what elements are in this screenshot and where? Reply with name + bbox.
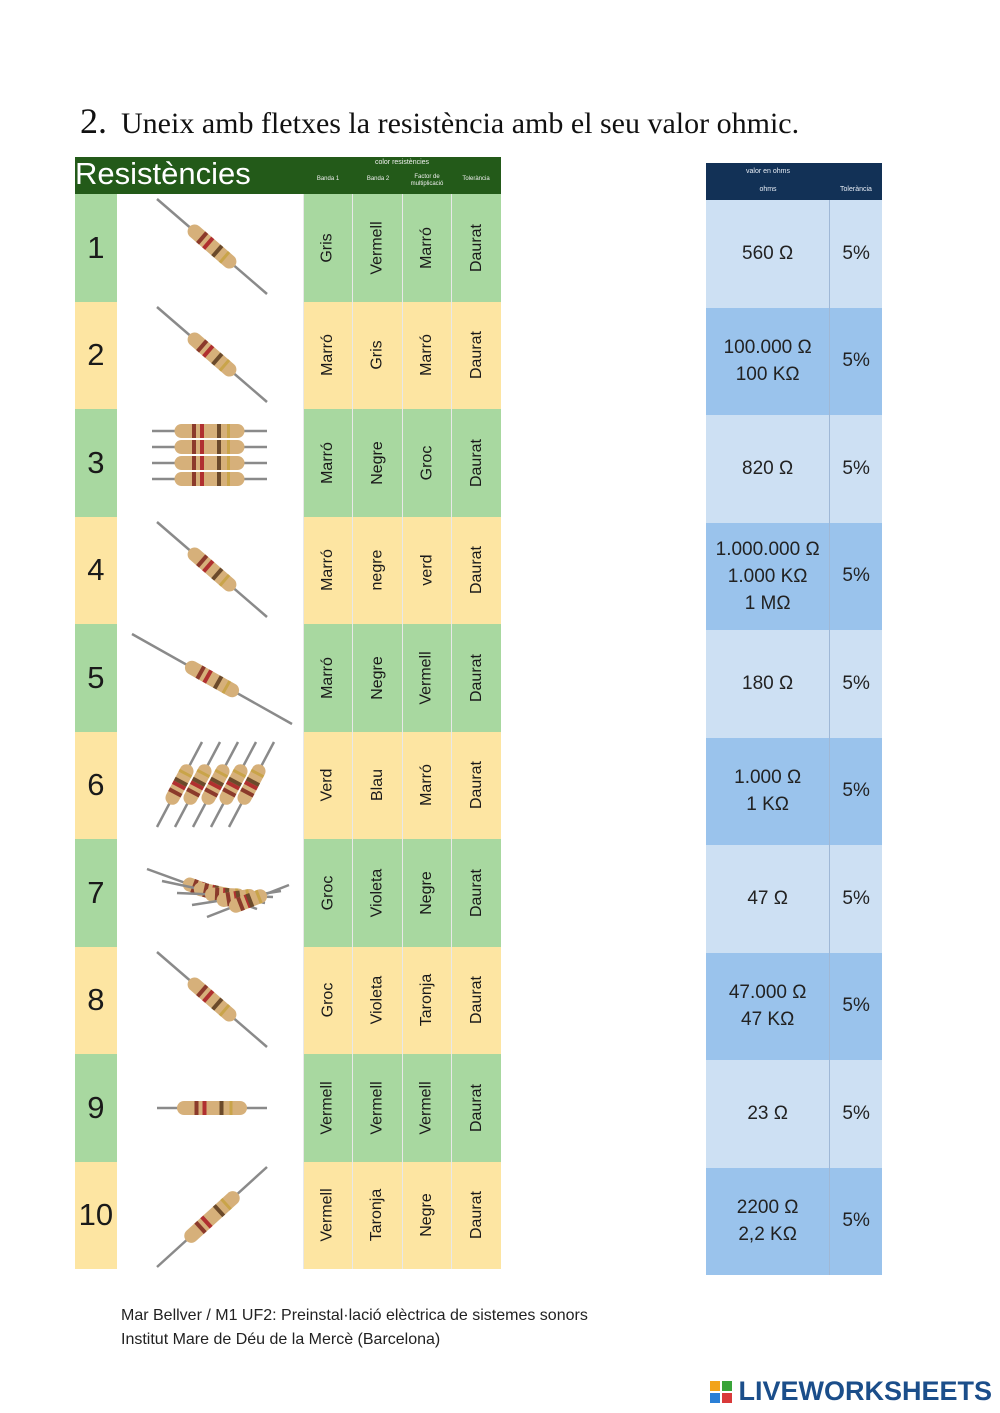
band-cell (451, 1162, 501, 1270)
ohm-value (706, 415, 830, 523)
resistor-image (117, 302, 303, 410)
band-color-label: Daurat (467, 438, 485, 487)
resistor-image (117, 409, 303, 517)
resistor-row (75, 194, 501, 302)
band-cell (303, 839, 353, 947)
band-cell (451, 732, 501, 840)
resistor-row (75, 1054, 501, 1162)
ohm-value-line: 100 KΩ (735, 364, 800, 386)
band-color-label: Groc (418, 445, 436, 481)
band-cell (303, 409, 353, 517)
resistor-table (75, 157, 501, 1269)
ohm-value-line: 47 Ω (747, 888, 788, 910)
band-cell (402, 194, 452, 302)
band-color-label: Daurat (467, 653, 485, 702)
ohm-value (706, 308, 830, 416)
resistor-table-title: Resistències (75, 156, 251, 191)
ohm-value (706, 1168, 830, 1276)
ohm-value (706, 523, 830, 631)
band-color-label: Violeta (368, 868, 386, 918)
resistor-number: 7 (75, 839, 117, 947)
band-cell (352, 732, 402, 840)
resistor-row (75, 624, 501, 732)
resistor-row (75, 517, 501, 625)
ohm-value (706, 200, 830, 308)
tolerance-value: 5% (842, 242, 870, 264)
tolerance-value: 5% (842, 887, 870, 909)
value-row (706, 308, 882, 416)
band-cell (352, 194, 402, 302)
value-row (706, 1060, 882, 1168)
band-cell (402, 409, 452, 517)
resistor-row (75, 947, 501, 1055)
band-cell (303, 1054, 353, 1162)
value-row (706, 845, 882, 953)
band-color-label: Vermell (418, 1081, 436, 1135)
tolerance-value: 5% (842, 565, 870, 587)
band-cell (352, 517, 402, 625)
band-color-label: negre (368, 549, 386, 591)
resistor-row (75, 839, 501, 947)
ohm-value-line: 23 Ω (747, 1103, 788, 1125)
band-cell (303, 624, 353, 732)
band-color-label: Daurat (467, 868, 485, 917)
band-color-label: Marró (318, 656, 336, 699)
band-cell (451, 517, 501, 625)
band-cell (352, 409, 402, 517)
band-color-label: Verd (318, 768, 336, 802)
exercise-number: 2. (80, 101, 107, 141)
resistor-row (75, 409, 501, 517)
ohm-value-line: 1.000 Ω (734, 767, 802, 789)
band-cell (303, 517, 353, 625)
ohm-value-line: 560 Ω (742, 243, 794, 265)
band-color-label: Negre (368, 655, 386, 700)
value-row (706, 738, 882, 846)
resistor-number: 5 (75, 624, 117, 732)
resistor-image (117, 1054, 303, 1162)
band-color-label: Marró (318, 441, 336, 484)
ohm-value (706, 845, 830, 953)
band-cell (402, 839, 452, 947)
ohm-value (706, 630, 830, 738)
band-color-label: Negre (418, 870, 436, 915)
resistor-image (117, 839, 303, 947)
resistor-number: 10 (75, 1162, 117, 1270)
ohm-value-line: 47.000 Ω (728, 982, 807, 1004)
band-cell (451, 624, 501, 732)
band-color-label: Daurat (467, 761, 485, 810)
ohm-value-line: 2,2 KΩ (738, 1224, 797, 1246)
resistor-image (117, 194, 303, 302)
band-cell (402, 1054, 452, 1162)
tolerance-value: 5% (842, 350, 870, 372)
band-color-label: Marró (318, 549, 336, 592)
ohm-value-line: 47 KΩ (741, 1009, 795, 1031)
ohms-column-header: ohms (759, 186, 777, 193)
value-row (706, 953, 882, 1061)
band-cell (402, 302, 452, 410)
band-cell (303, 194, 353, 302)
resistor-number: 6 (75, 732, 117, 840)
band-cell (352, 1054, 402, 1162)
band-cell (402, 1162, 452, 1270)
band-cell (352, 947, 402, 1055)
ohm-value-line: 100.000 Ω (723, 337, 812, 359)
resistor-row (75, 732, 501, 840)
band-cell (402, 624, 452, 732)
ohm-value-line: 1.000.000 Ω (715, 538, 820, 560)
band-cell (303, 302, 353, 410)
band-color-label: Daurat (467, 331, 485, 380)
tolerance-value: 5% (842, 995, 870, 1017)
resistor-number: 9 (75, 1054, 117, 1162)
resistor-image (117, 732, 303, 840)
band-cell (451, 947, 501, 1055)
band-color-label: Daurat (467, 1083, 485, 1132)
tolerance-value: 5% (842, 780, 870, 802)
ohm-value (706, 738, 830, 846)
band-color-label: Daurat (467, 546, 485, 595)
band-color-label: Groc (318, 982, 336, 1018)
band-cell (352, 624, 402, 732)
tolerance-value: 5% (842, 1102, 870, 1124)
resistor-number: 1 (75, 194, 117, 302)
ohm-value-line: 1.000 KΩ (727, 565, 808, 587)
footer-author: Mar Bellver / M1 UF2: Preinstal·lació elèctrica de sistemes sonors (121, 1307, 588, 1324)
band-cell (303, 947, 353, 1055)
band-color-label: Daurat (467, 223, 485, 272)
brand-logo (710, 1376, 992, 1407)
resistor-row (75, 1162, 501, 1270)
ohm-value (706, 1060, 830, 1168)
tolerance-column-header: Tolerància (840, 186, 872, 193)
band-cell (402, 947, 452, 1055)
band-color-label: Marró (418, 226, 436, 269)
band-cell (451, 194, 501, 302)
color-group-header: color resistències (374, 159, 430, 166)
band-cell (451, 839, 501, 947)
value-row (706, 415, 882, 523)
band-color-label: Vermell (318, 1188, 336, 1242)
column-header: Banda 1 (316, 176, 340, 182)
value-row (706, 1168, 882, 1276)
band-color-label: Vermell (368, 221, 386, 275)
band-color-label: Groc (318, 875, 336, 911)
resistor-number: 8 (75, 947, 117, 1055)
band-color-label: Gris (368, 340, 386, 370)
resistor-row (75, 302, 501, 410)
value-group-header: valor en ohms (746, 168, 790, 175)
resistor-number: 2 (75, 302, 117, 410)
band-color-label: Taronja (368, 1189, 386, 1242)
exercise-heading (80, 100, 799, 150)
band-color-label: Marró (318, 334, 336, 377)
band-cell (303, 1162, 353, 1270)
footer-institution: Institut Mare de Déu de la Mercè (Barcelona) (121, 1331, 441, 1348)
brand-text: LIVEWORKSHEETS (738, 1376, 992, 1406)
band-color-label: Daurat (467, 1191, 485, 1240)
band-cell (451, 302, 501, 410)
ohm-value-line: 2200 Ω (736, 1197, 799, 1219)
ohm-value-line: 1 KΩ (746, 794, 790, 816)
band-color-label: Blau (368, 769, 386, 802)
band-color-label: Daurat (467, 976, 485, 1025)
band-cell (303, 732, 353, 840)
column-header: Banda 2 (366, 176, 390, 182)
tolerance-value: 5% (842, 1210, 870, 1232)
resistor-image (117, 624, 303, 732)
value-row (706, 630, 882, 738)
band-cell (451, 1054, 501, 1162)
band-cell (451, 409, 501, 517)
ohm-value (706, 953, 830, 1061)
column-header: Factor de multiplicació (410, 174, 444, 187)
band-cell (402, 732, 452, 840)
band-color-label: Negre (368, 440, 386, 485)
band-color-label: Marró (418, 764, 436, 807)
band-color-label: Vermell (318, 1081, 336, 1135)
resistor-image (117, 517, 303, 625)
band-color-label: Negre (418, 1193, 436, 1238)
value-table-header (706, 163, 882, 200)
resistor-table-header (75, 157, 501, 194)
band-color-label: Violeta (368, 975, 386, 1025)
tolerance-value: 5% (842, 672, 870, 694)
resistor-image (117, 947, 303, 1055)
column-header: Tolerància (462, 176, 490, 182)
resistor-number: 4 (75, 517, 117, 625)
resistor-number: 3 (75, 409, 117, 517)
resistor-image (117, 1162, 303, 1270)
exercise-instruction: Uneix amb fletxes la resistència amb el seu valor ohmic. (121, 107, 800, 140)
tolerance-value: 5% (842, 457, 870, 479)
footer (121, 1304, 588, 1352)
band-color-label: verd (418, 554, 436, 586)
band-color-label: Vermell (418, 651, 436, 705)
band-cell (352, 1162, 402, 1270)
band-color-label: Vermell (368, 1081, 386, 1135)
value-row (706, 523, 882, 631)
ohm-value-line: 180 Ω (742, 673, 794, 695)
ohm-value-line: 1 MΩ (744, 592, 791, 614)
liveworksheets-logo-icon (710, 1381, 732, 1403)
value-row (706, 200, 882, 308)
band-cell (402, 517, 452, 625)
band-cell (352, 302, 402, 410)
ohm-value-line: 820 Ω (742, 458, 794, 480)
value-table (706, 163, 882, 1275)
band-color-label: Gris (318, 233, 336, 263)
band-color-label: Marró (418, 334, 436, 377)
band-color-label: Taronja (418, 974, 436, 1027)
band-cell (352, 839, 402, 947)
